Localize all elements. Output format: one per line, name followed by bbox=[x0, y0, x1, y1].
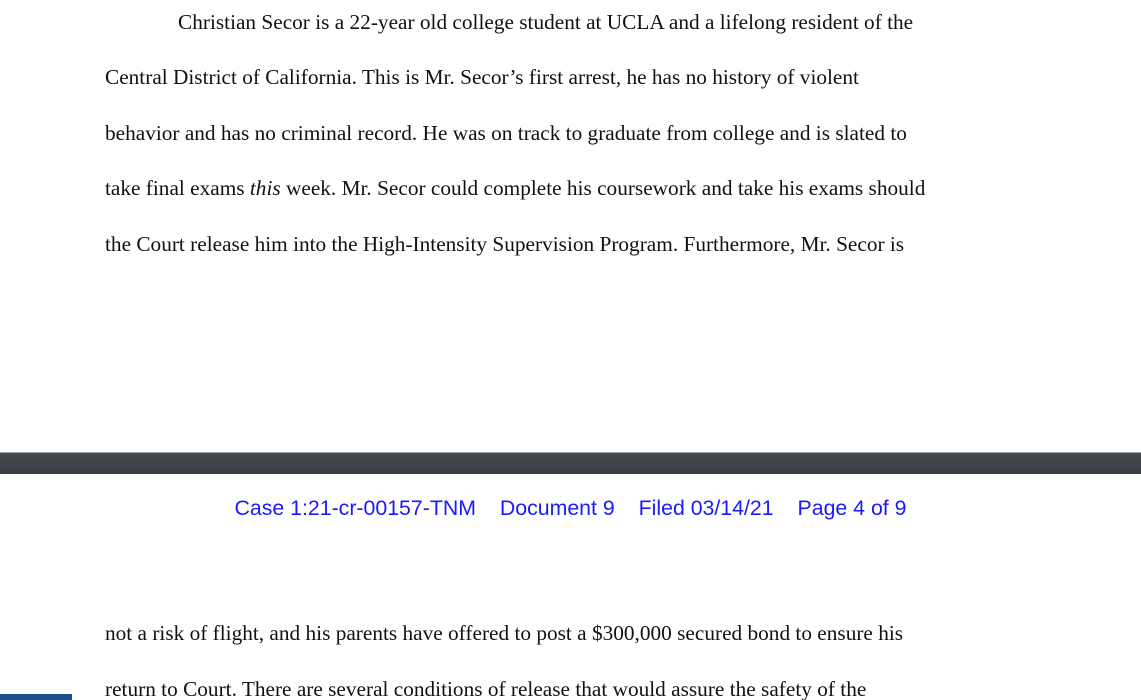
document-number: Document 9 bbox=[499, 496, 615, 520]
body-text-line: return to Court. There are several conditions of release that would assure the safety of the bbox=[105, 677, 867, 700]
page-separator bbox=[0, 453, 1141, 474]
taskbar-edge bbox=[0, 694, 72, 700]
filed-date: Filed 03/14/21 bbox=[638, 496, 774, 520]
text-run: take final exams bbox=[105, 176, 250, 200]
text-run: week. Mr. Secor could complete his coursework and take his exams should bbox=[280, 176, 926, 200]
body-text-line: not a risk of flight, and his parents have offered to post a $300,000 secured bond to ensure his bbox=[105, 621, 904, 645]
emphasis-text: this bbox=[249, 176, 281, 200]
body-text-line: behavior and has no criminal record. He was on track to graduate from college and is slated to bbox=[105, 121, 907, 145]
body-text-line bbox=[105, 176, 925, 200]
page-count: Page 4 of 9 bbox=[797, 496, 907, 520]
pdf-page-current bbox=[0, 474, 1141, 700]
case-number: Case 1:21-cr-00157-TNM bbox=[234, 496, 476, 520]
case-header-stamp bbox=[0, 496, 1141, 521]
body-text-line: Central District of California. This is Mr. Secor’s first arrest, he has no history of violent bbox=[105, 65, 859, 89]
body-text-line: Christian Secor is a 22-year old college student at UCLA and a lifelong resident of the bbox=[178, 10, 914, 34]
body-text-line: the Court release him into the High-Intensity Supervision Program. Furthermore, Mr. Secor is bbox=[105, 232, 905, 256]
